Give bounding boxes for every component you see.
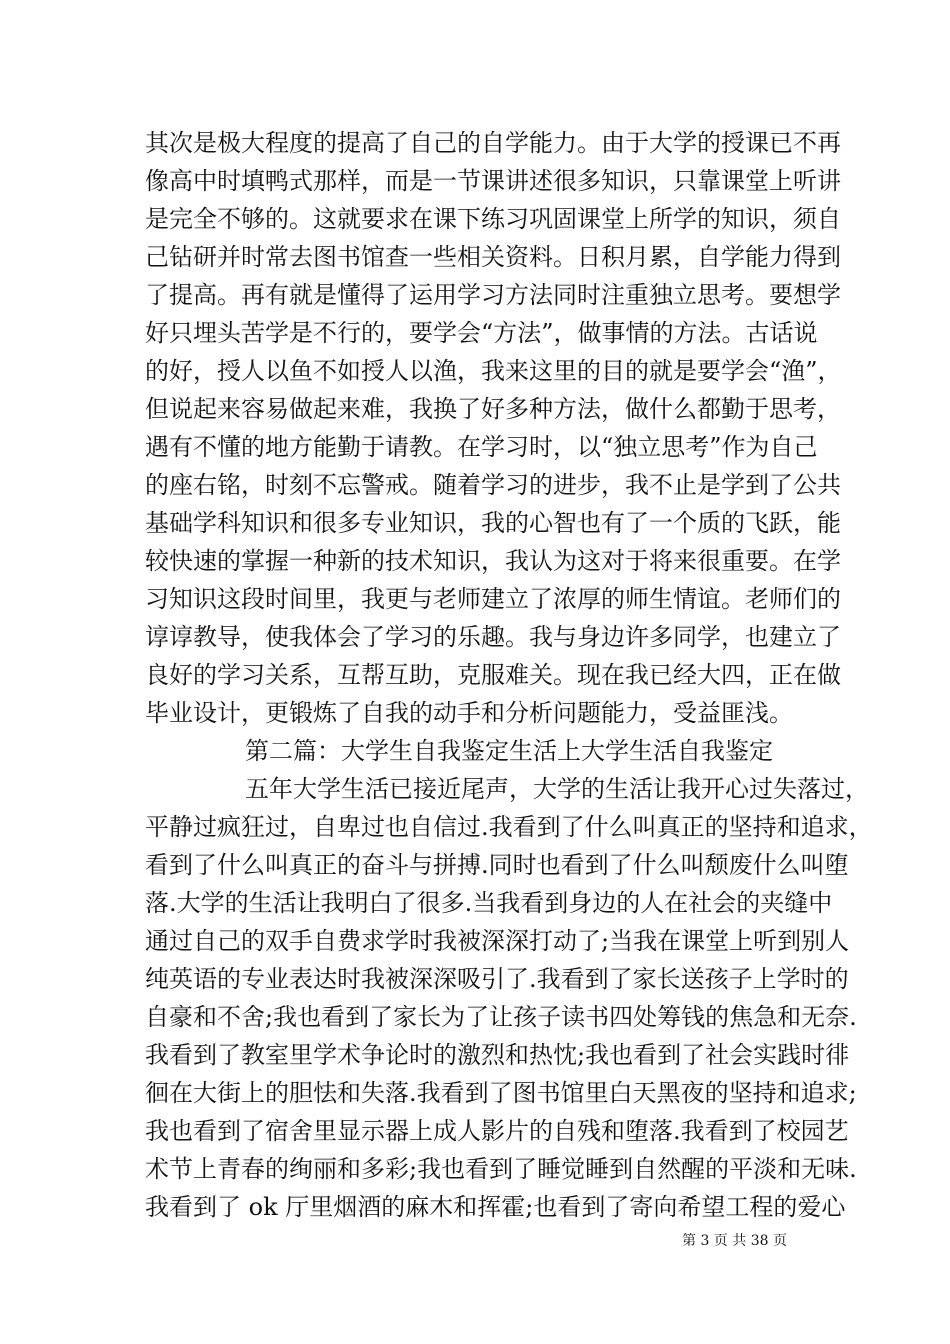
body-text-line: 纯英语的专业表达时我被深深吸引了.我看到了家长送孩子上学时的 [145,965,849,993]
body-text-line: 我也看到了宿舍里显示器上成人影片的自残和堕落.我看到了校园艺 [145,1117,849,1145]
page-footer: 第 3 页 共 38 页 [682,1233,787,1249]
body-text-line: 较快速的掌握一种新的技术知识，我认为这对于将来很重要。在学 [145,547,841,575]
body-text-line: 的好，授人以鱼不如授人以渔，我来这里的目的就是要学会“渔”， [145,357,842,385]
body-text-line: 习知识这段时间里，我更与老师建立了浓厚的师生情谊。老师们的 [145,585,841,613]
body-text-line: 但说起来容易做起来难，我换了好多种方法，做什么都勤于思考， [145,395,841,423]
body-text-line: 通过自己的双手自费求学时我被深深打动了;当我在课堂上听到别人 [145,927,850,955]
body-text-line: 五年大学生活已接近尾声，大学的生活让我开心过失落过， [245,775,869,803]
body-text-line: 像高中时填鸭式那样，而是一节课讲述很多知识，只靠课堂上听讲 [145,167,841,195]
body-text-line: 术节上青春的绚丽和多彩;我也看到了睡觉睡到自然醒的平淡和无味. [145,1155,857,1183]
body-text-line: 自豪和不舍;我也看到了家长为了让孩子读书四处筹钱的焦急和无奈. [145,1003,857,1031]
body-text-line: 基础学科知识和很多专业知识，我的心智也有了一个质的飞跃，能 [145,509,841,537]
body-text-line: 谆谆教导，使我体会了学习的乐趣。我与身边许多同学，也建立了 [145,623,841,651]
body-text-line: 好只埋头苦学是不行的，要学会“方法”，做事情的方法。古话说 [145,319,818,347]
body-text-line: 我看到了教室里学术争论时的激烈和热忱;我也看到了社会实践时徘 [145,1041,850,1069]
body-text-line: 是完全不够的。这就要求在课下练习巩固课堂上所学的知识，须自 [145,205,841,233]
body-text-line: 了提高。再有就是懂得了运用学习方法同时注重独立思考。要想学 [145,281,841,309]
body-text-line: 看到了什么叫真正的奋斗与拼搏.同时也看到了什么叫颓废什么叫堕 [145,851,849,879]
body-text-line: 平静过疯狂过，自卑过也自信过.我看到了什么叫真正的坚持和追求， [145,813,873,841]
body-text-line: 其次是极大程度的提高了自己的自学能力。由于大学的授课已不再 [145,129,841,157]
body-text-line: 徊在大街上的胆怯和失落.我看到了图书馆里白天黑夜的坚持和追求; [145,1079,857,1107]
body-text-line: 的座右铭，时刻不忘警戒。随着学习的进步，我不止是学到了公共 [145,471,841,499]
body-text-line: 毕业设计，更锻炼了自我的动手和分析问题能力，受益匪浅。 [145,699,793,727]
section-heading: 第二篇：大学生自我鉴定生活上大学生活自我鉴定 [245,737,773,765]
body-text-line: 我看到了 ok 厅里烟酒的麻木和挥霍;也看到了寄向希望工程的爱心 [145,1193,846,1221]
body-text-line: 良好的学习关系，互帮互助，克服难关。现在我已经大四，正在做 [145,661,841,689]
body-text-line: 遇有不懂的地方能勤于请教。在学习时，以“独立思考”作为自己 [145,433,818,461]
body-text-line: 己钻研并时常去图书馆查一些相关资料。日积月累，自学能力得到 [145,243,841,271]
body-text-line: 落.大学的生活让我明白了很多.当我看到身边的人在社会的夹缝中 [145,889,833,917]
